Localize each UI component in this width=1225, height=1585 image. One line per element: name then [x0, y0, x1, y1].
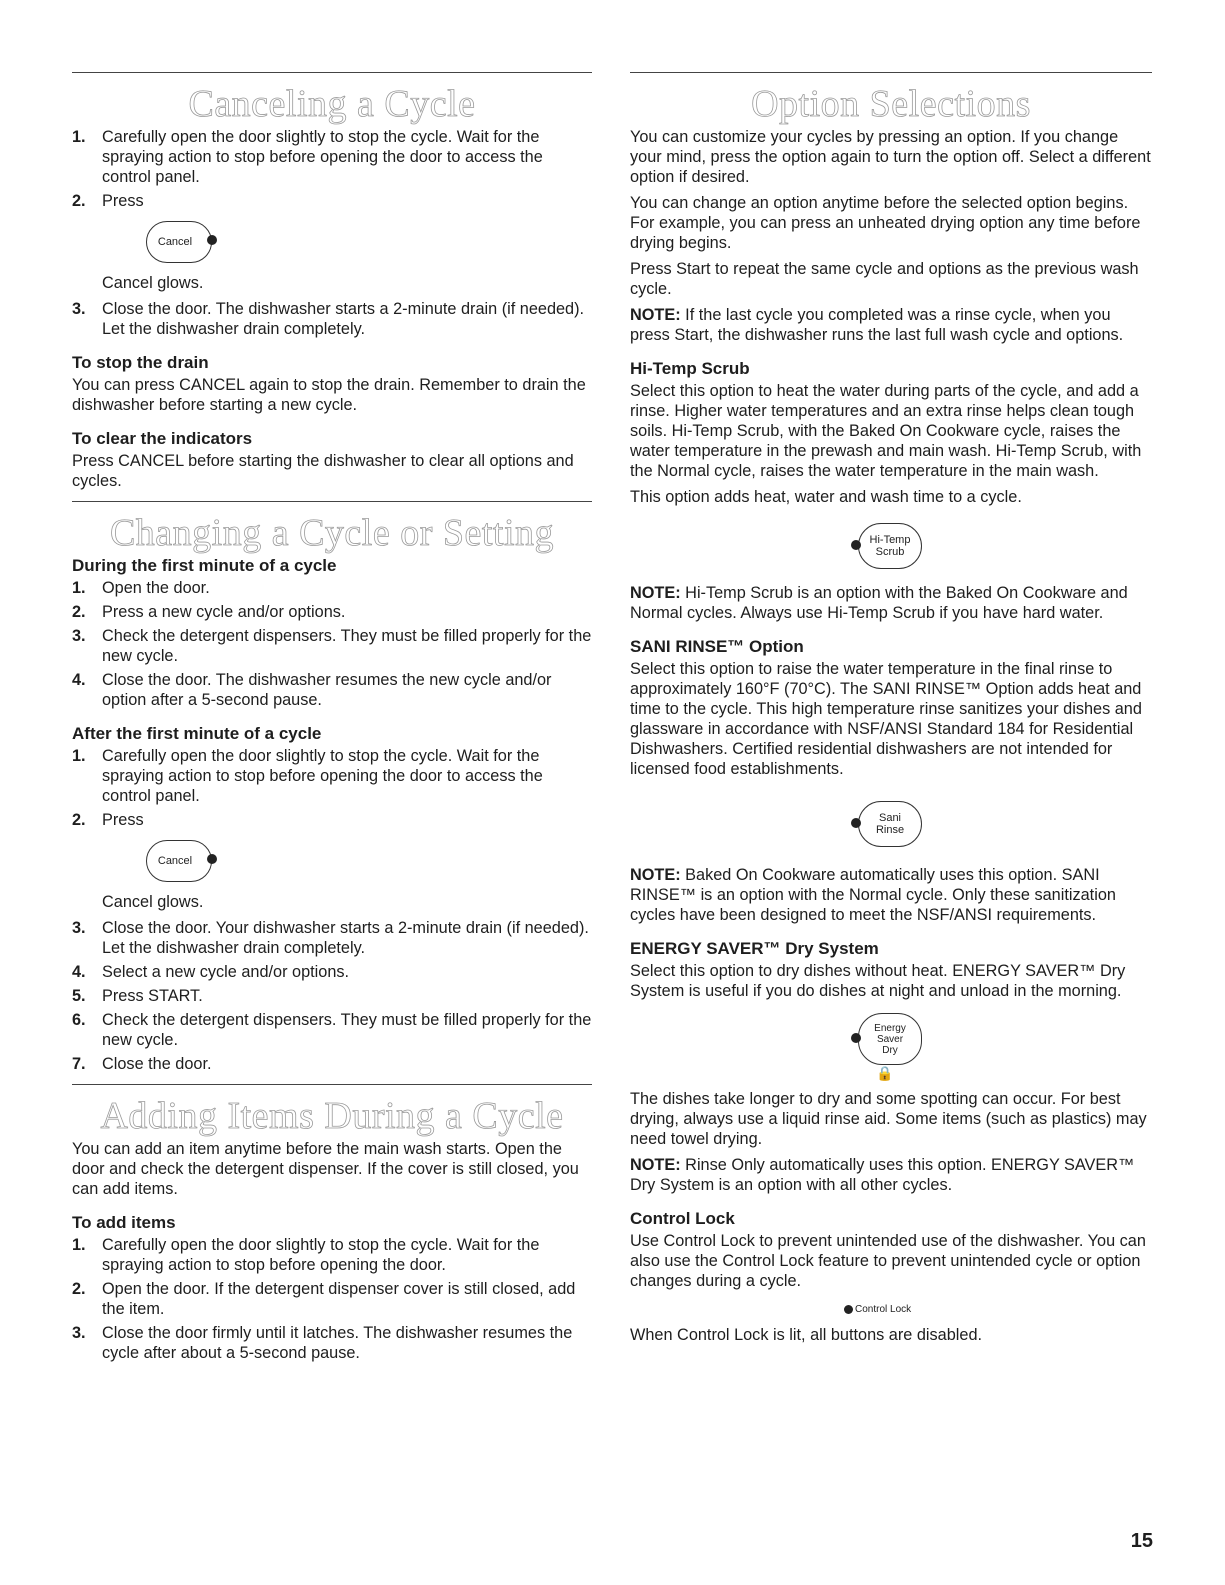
hitemp-heading: Hi-Temp Scrub [630, 359, 750, 378]
indicator-light-icon [851, 1033, 861, 1043]
right-column [630, 62, 1152, 1351]
stop-drain-text: You can press CANCEL again to stop the drain. Remember to drain the dishwasher before starting a new cycle. [72, 376, 586, 414]
energy-heading: ENERGY SAVER™ Dry System [630, 939, 879, 958]
after-steps-cont [72, 918, 592, 1074]
adding-title: Adding Items During a Cycle [100, 1095, 564, 1137]
cancel-button-illustration [72, 215, 592, 273]
options-p3: Press Start to repeat the same cycle and options as the previous wash cycle. [630, 260, 1139, 298]
canceling-title: Canceling a Cycle [188, 83, 476, 125]
hitemp-note: NOTE: Hi-Temp Scrub is an option with the Baked On Cookware and Normal cycles. Always use Hi-Temp Scrub if you have hard water. [630, 584, 1128, 622]
list-item: 6. Check the detergent dispensers. They must be filled properly for the new cycle. [72, 1011, 592, 1049]
list-item: 2. Open the door. If the detergent dispenser cover is still closed, add the item. [72, 1280, 576, 1318]
options-p1: You can customize your cycles by pressing an option. If you change your mind, press the option again to turn the option off. Select a different option if desired. [630, 128, 1151, 186]
sani-heading: SANI RINSE™ Option [630, 637, 804, 656]
hitemp-button-illustration [630, 513, 1152, 583]
sani-button-illustration [630, 785, 1152, 865]
add-steps [72, 1235, 592, 1363]
list-item: 3. Close the door. The dishwasher starts a 2-minute drain (if needed). Let the dishwasher drain completely. [72, 300, 585, 338]
hitemp-text2: This option adds heat, water and wash time to a cycle. [630, 488, 1022, 506]
left-column [72, 62, 592, 1367]
adding-intro: You can add an item anytime before the main wash starts. Open the door and check the detergent dispenser. If the cover is still closed, you can add items. [72, 1140, 579, 1198]
sani-note: NOTE: Baked On Cookware automatically uses this option. SANI RINSE™ is an option with the Normal cycle. Only these sanitization cycles have been designed to meet the NSF/ANSI requirements. [630, 866, 1116, 924]
control-lock-text: Use Control Lock to prevent unintended use of the dishwasher. You can also use the Control Lock feature to prevent unintended cycle or option changes during a cycle. [630, 1232, 1146, 1290]
canceling-steps [72, 127, 592, 211]
cancel-glows-text: Cancel glows. [102, 274, 204, 292]
lock-icon: 🔒 [876, 1065, 894, 1081]
cancel-button-icon: Cancel [146, 840, 212, 882]
list-item: 1. Open the door. [72, 579, 210, 597]
stop-drain-heading: To stop the drain [72, 353, 209, 372]
energy-button-illustration [630, 1007, 1152, 1089]
options-p2: You can change an option anytime before the selected option begins. For example, you can press an unheated drying option any time before drying begins. [630, 194, 1141, 252]
list-item: 3. Close the door. Your dishwasher starts a 2-minute drain (if needed). Let the dishwasher drain completely. [72, 919, 589, 957]
hitemp-button-icon: Hi-Temp Scrub [858, 523, 922, 569]
after-steps [72, 746, 592, 830]
options-title: Option Selections [751, 83, 1031, 125]
list-item: 4. Close the door. The dishwasher resumes the new cycle and/or option after a 5-second pause. [72, 671, 552, 709]
list-item: 4. Select a new cycle and/or options. [72, 963, 350, 981]
energy-text: Select this option to dry dishes without heat. ENERGY SAVER™ Dry System is useful if you do dishes at night and unload in the morning. [630, 962, 1126, 1000]
list-item: 3. Close the door firmly until it latches. The dishwasher resumes the cycle after about a 5-second pause. [72, 1324, 573, 1362]
energy-note: NOTE: Rinse Only automatically uses this option. ENERGY SAVER™ Dry System is an option with all other cycles. [630, 1156, 1135, 1194]
indicator-light-icon [207, 235, 217, 245]
list-item: 2. Press [72, 811, 144, 829]
list-item: 2. Press [72, 192, 144, 210]
indicator-light-icon [207, 854, 217, 864]
divider [72, 72, 592, 73]
energy-saver-button-icon: Energy Saver Dry [858, 1013, 922, 1065]
clear-indicators-text: Press CANCEL before starting the dishwasher to clear all options and cycles. [72, 452, 574, 490]
sani-rinse-button-icon: Sani Rinse [858, 801, 922, 847]
cancel-glows-text: Cancel glows. [102, 893, 204, 911]
indicator-light-icon [851, 818, 861, 828]
cancel-button-illustration [72, 834, 592, 892]
list-item: 2. Press a new cycle and/or options. [72, 603, 346, 621]
canceling-steps-cont [72, 299, 592, 339]
clear-indicators-heading: To clear the indicators [72, 429, 253, 448]
control-lock-indicator [630, 1297, 1152, 1325]
divider [72, 1084, 592, 1085]
add-items-heading: To add items [72, 1213, 176, 1232]
divider [72, 501, 592, 502]
energy-text2: The dishes take longer to dry and some spotting can occur. For best drying, always use a liquid rinse aid. Some items (such as plastics) may need towel drying. [630, 1090, 1147, 1148]
list-item: 7. Close the door. [72, 1055, 212, 1073]
list-item: 1. Carefully open the door slightly to stop the cycle. Wait for the spraying action to stop before opening the door to access the control panel. [72, 128, 543, 186]
list-item: 3. Check the detergent dispensers. They must be filled properly for the new cycle. [72, 627, 592, 665]
divider [630, 72, 1152, 73]
list-item: 5. Press START. [72, 987, 203, 1005]
indicator-light-icon [851, 540, 861, 550]
during-heading: During the first minute of a cycle [72, 556, 337, 575]
sani-text: Select this option to raise the water temperature in the final rinse to approximately 160°F (70°C). The SANI RINSE™ Option adds heat and time to the cycle. This high temperature rinse sanitizes your dishes and glassware in accordance with NSF/ANSI Standard 184 for Residential Dishwashers. Certified residential dishwashers are not intended for licensed food establishments. [630, 660, 1142, 778]
options-note: NOTE: If the last cycle you completed was a rinse cycle, when you press Start, the dishwasher runs the last full wash cycle and options. [630, 306, 1124, 344]
changing-title: Changing a Cycle or Setting [109, 512, 555, 554]
hitemp-text: Select this option to heat the water during parts of the cycle, and add a rinse. Higher water temperatures and an extra rinse helps clean tough soils. Hi-Temp Scrub, with the Baked On Cookware cycle, raises the water temperature in the prewash and main wash. Hi-Temp Scrub, with the Normal cycle, raises the water temperature in the main wash. [630, 382, 1142, 480]
page-number: 15 [1130, 1530, 1153, 1552]
list-item: 1. Carefully open the door slightly to stop the cycle. Wait for the spraying action to stop before opening the door to access the control panel. [72, 747, 543, 805]
during-steps [72, 578, 592, 710]
list-item: 1. Carefully open the door slightly to stop the cycle. Wait for the spraying action to stop before opening the door. [72, 1236, 540, 1274]
control-lock-label: Control Lock [855, 1304, 912, 1315]
after-heading: After the first minute of a cycle [72, 724, 322, 743]
control-lock-heading: Control Lock [630, 1209, 735, 1228]
cancel-button-icon: Cancel [146, 221, 212, 263]
indicator-light-icon [844, 1305, 853, 1314]
control-lock-text2: When Control Lock is lit, all buttons are disabled. [630, 1326, 983, 1344]
